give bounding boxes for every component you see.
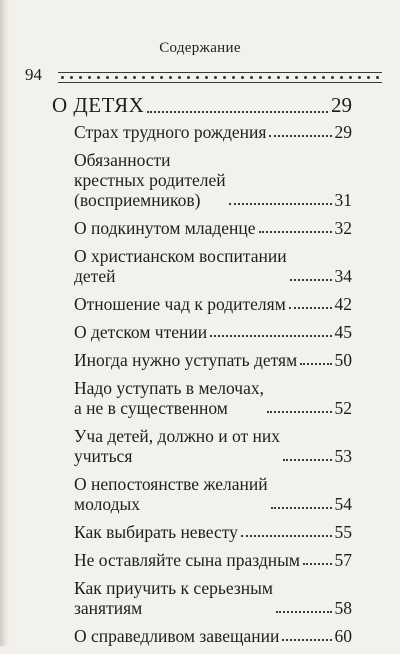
toc-entry-title: О детском чтении xyxy=(74,322,208,342)
toc-entry xyxy=(74,550,352,570)
toc-entry xyxy=(74,322,352,342)
dot-leader xyxy=(259,231,332,233)
toc-entry-title: Как приучить к серьезным занятиям xyxy=(74,578,273,618)
toc-entry xyxy=(74,378,352,418)
running-header-title: Содержание xyxy=(159,40,241,56)
toc-entry xyxy=(74,474,352,514)
toc-entry xyxy=(74,294,352,314)
toc-entry-title: Уча детей, должно и от них учиться xyxy=(74,426,281,466)
toc-entry-page: 45 xyxy=(334,322,352,342)
toc-entry-title: О непостоянстве желаний молодых xyxy=(74,474,268,514)
dot-leader xyxy=(300,363,331,365)
toc-entry-title: О справедливом завещании xyxy=(74,626,280,646)
toc-entry-title: Надо уступать в мелочах, а не в существенном xyxy=(74,378,265,418)
dot-leader xyxy=(276,611,332,613)
toc-entry-page: 58 xyxy=(334,598,352,618)
toc-entry xyxy=(74,350,352,370)
toc-entry-title: О подкинутом младенце xyxy=(74,218,256,238)
toc-entry-section xyxy=(52,92,352,118)
toc-entry xyxy=(74,150,352,210)
toc-entry-page: 54 xyxy=(334,494,352,514)
dot-leader xyxy=(267,411,331,413)
toc-entry-title: Отношение чад к родителям xyxy=(74,294,286,314)
toc-entry xyxy=(74,122,352,142)
dot-leader xyxy=(241,535,332,537)
toc-entry-page: 55 xyxy=(334,522,352,542)
decorative-ornament-rule xyxy=(58,72,382,83)
toc-entry-page: 52 xyxy=(334,398,352,418)
toc-entry-title: Страх трудного рождения xyxy=(74,122,267,142)
toc-entry-title: Как выбирать невесту xyxy=(74,522,238,542)
toc-entry-page: 42 xyxy=(334,294,352,314)
dot-leader xyxy=(290,279,332,281)
dot-leader xyxy=(271,507,332,509)
toc-entry xyxy=(74,426,352,466)
toc-entry-title: Иногда нужно уступать детям xyxy=(74,350,298,370)
dot-leader xyxy=(229,203,332,205)
toc-entry-page: 29 xyxy=(334,122,352,142)
dot-leader xyxy=(147,111,328,113)
toc-entry-page: 60 xyxy=(334,626,352,646)
toc-entry-page: 29 xyxy=(331,93,352,117)
toc-entry-page: 53 xyxy=(334,446,352,466)
dot-leader xyxy=(289,307,332,309)
page-number: 94 xyxy=(25,65,42,84)
dot-leader xyxy=(210,335,331,337)
toc-entry xyxy=(74,218,352,238)
toc-entry-title: О ДЕТЯХ xyxy=(52,93,145,117)
toc-entry-page: 34 xyxy=(334,266,352,286)
dot-leader xyxy=(269,135,331,137)
dot-leader xyxy=(283,459,331,461)
toc-entry-title: Обязанности крестных родителей (восприемников) xyxy=(74,150,226,210)
toc-entry xyxy=(74,246,352,286)
toc-entry-page: 32 xyxy=(334,218,352,238)
toc-entry-page: 31 xyxy=(334,190,352,210)
page-edge-shadow xyxy=(0,0,9,646)
toc-entry xyxy=(74,578,352,618)
toc-entry-page: 57 xyxy=(334,550,352,570)
toc-entry-title: Не оставляйте сына праздным xyxy=(74,550,300,570)
dot-leader xyxy=(303,563,332,565)
toc-entry-page: 50 xyxy=(334,350,352,370)
table-of-contents xyxy=(52,92,352,654)
toc-entry xyxy=(74,626,352,646)
dot-leader xyxy=(282,639,331,641)
toc-entry-title: О христианском воспитании детей xyxy=(74,246,287,286)
toc-entry xyxy=(74,522,352,542)
